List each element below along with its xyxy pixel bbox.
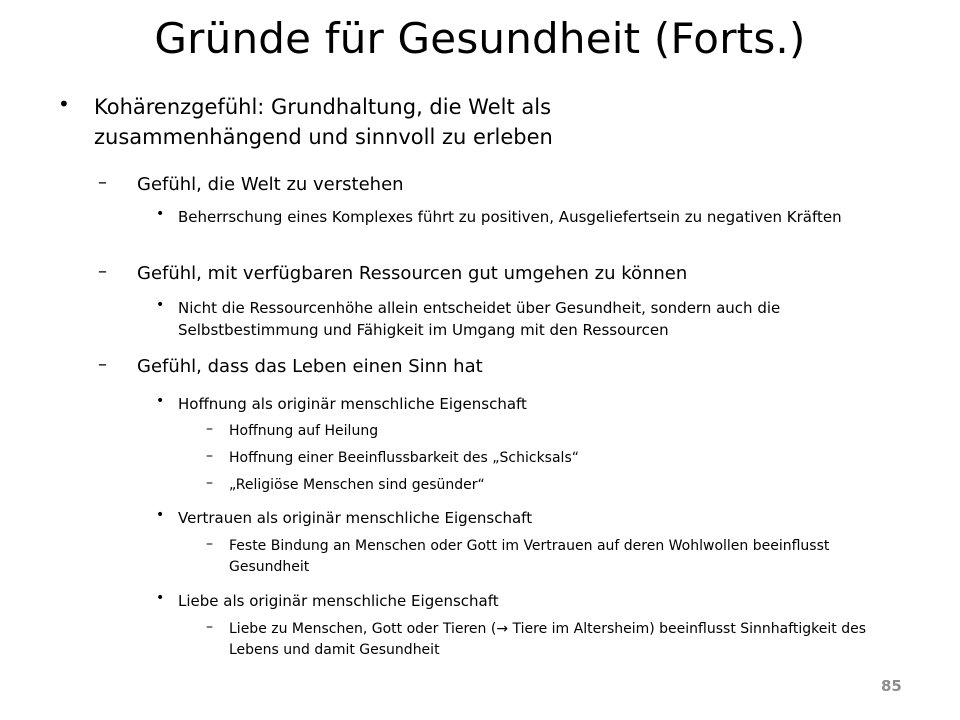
dash-icon: –	[206, 619, 213, 635]
leaf-item-text: Hoffnung auf Heilung	[229, 423, 379, 439]
dash-icon: –	[98, 354, 107, 375]
detail-item-text: Liebe als originär menschliche Eigenschaft	[178, 592, 499, 610]
dash-icon: –	[206, 448, 213, 464]
bullet-icon: •	[156, 297, 165, 313]
detail-item-text: Hoffnung als originär menschliche Eigenschaft	[178, 395, 527, 413]
leaf-item-text: „Religiöse Menschen sind gesünder“	[229, 477, 485, 493]
bullet-icon: •	[156, 393, 165, 409]
detail-item-text: Beherrschung eines Komplexes führt zu positiven, Ausgeliefertsein zu negativen Kräften	[178, 208, 842, 226]
sub-item-text: Gefühl, die Welt zu verstehen	[137, 174, 404, 195]
detail-item-text: Nicht die Ressourcenhöhe allein entscheidet über Gesundheit, sondern auch die Selbstbestimmung und Fähigkeit im Umgang mit den Ressourcen	[178, 299, 781, 339]
bullet-icon: •	[156, 590, 165, 606]
sub-item-text: Gefühl, mit verfügbaren Ressourcen gut umgehen zu können	[137, 263, 688, 284]
dash-icon: –	[98, 261, 107, 282]
dash-icon: –	[98, 172, 107, 193]
bullet-text: Kohärenzgefühl: Grundhaltung, die Welt als zusammenhängend und sinnvoll zu erleben	[94, 95, 553, 149]
bullet-icon: •	[156, 507, 165, 523]
slide-title: Gründe für Gesundheit (Forts.)	[154, 14, 806, 63]
sub-item-text: Gefühl, dass das Leben einen Sinn hat	[137, 356, 483, 377]
detail-item-text: Vertrauen als originär menschliche Eigenschaft	[178, 509, 533, 527]
dash-icon: –	[206, 475, 213, 491]
bullet-icon: •	[58, 92, 70, 116]
leaf-item-text: Hoffnung einer Beeinflussbarkeit des „Schicksals“	[229, 450, 579, 466]
dash-icon: –	[206, 536, 213, 552]
page-number: 85	[881, 677, 902, 695]
bullet-icon: •	[156, 206, 165, 222]
leaf-item-text: Feste Bindung an Menschen oder Gott im Vertrauen auf deren Wohlwollen beeinflusst Gesundheit	[229, 538, 830, 575]
dash-icon: –	[206, 421, 213, 437]
leaf-item-text: Liebe zu Menschen, Gott oder Tieren (→ Tiere im Altersheim) beeinflusst Sinnhaftigkeit des Lebens und damit Gesundheit	[229, 621, 867, 658]
